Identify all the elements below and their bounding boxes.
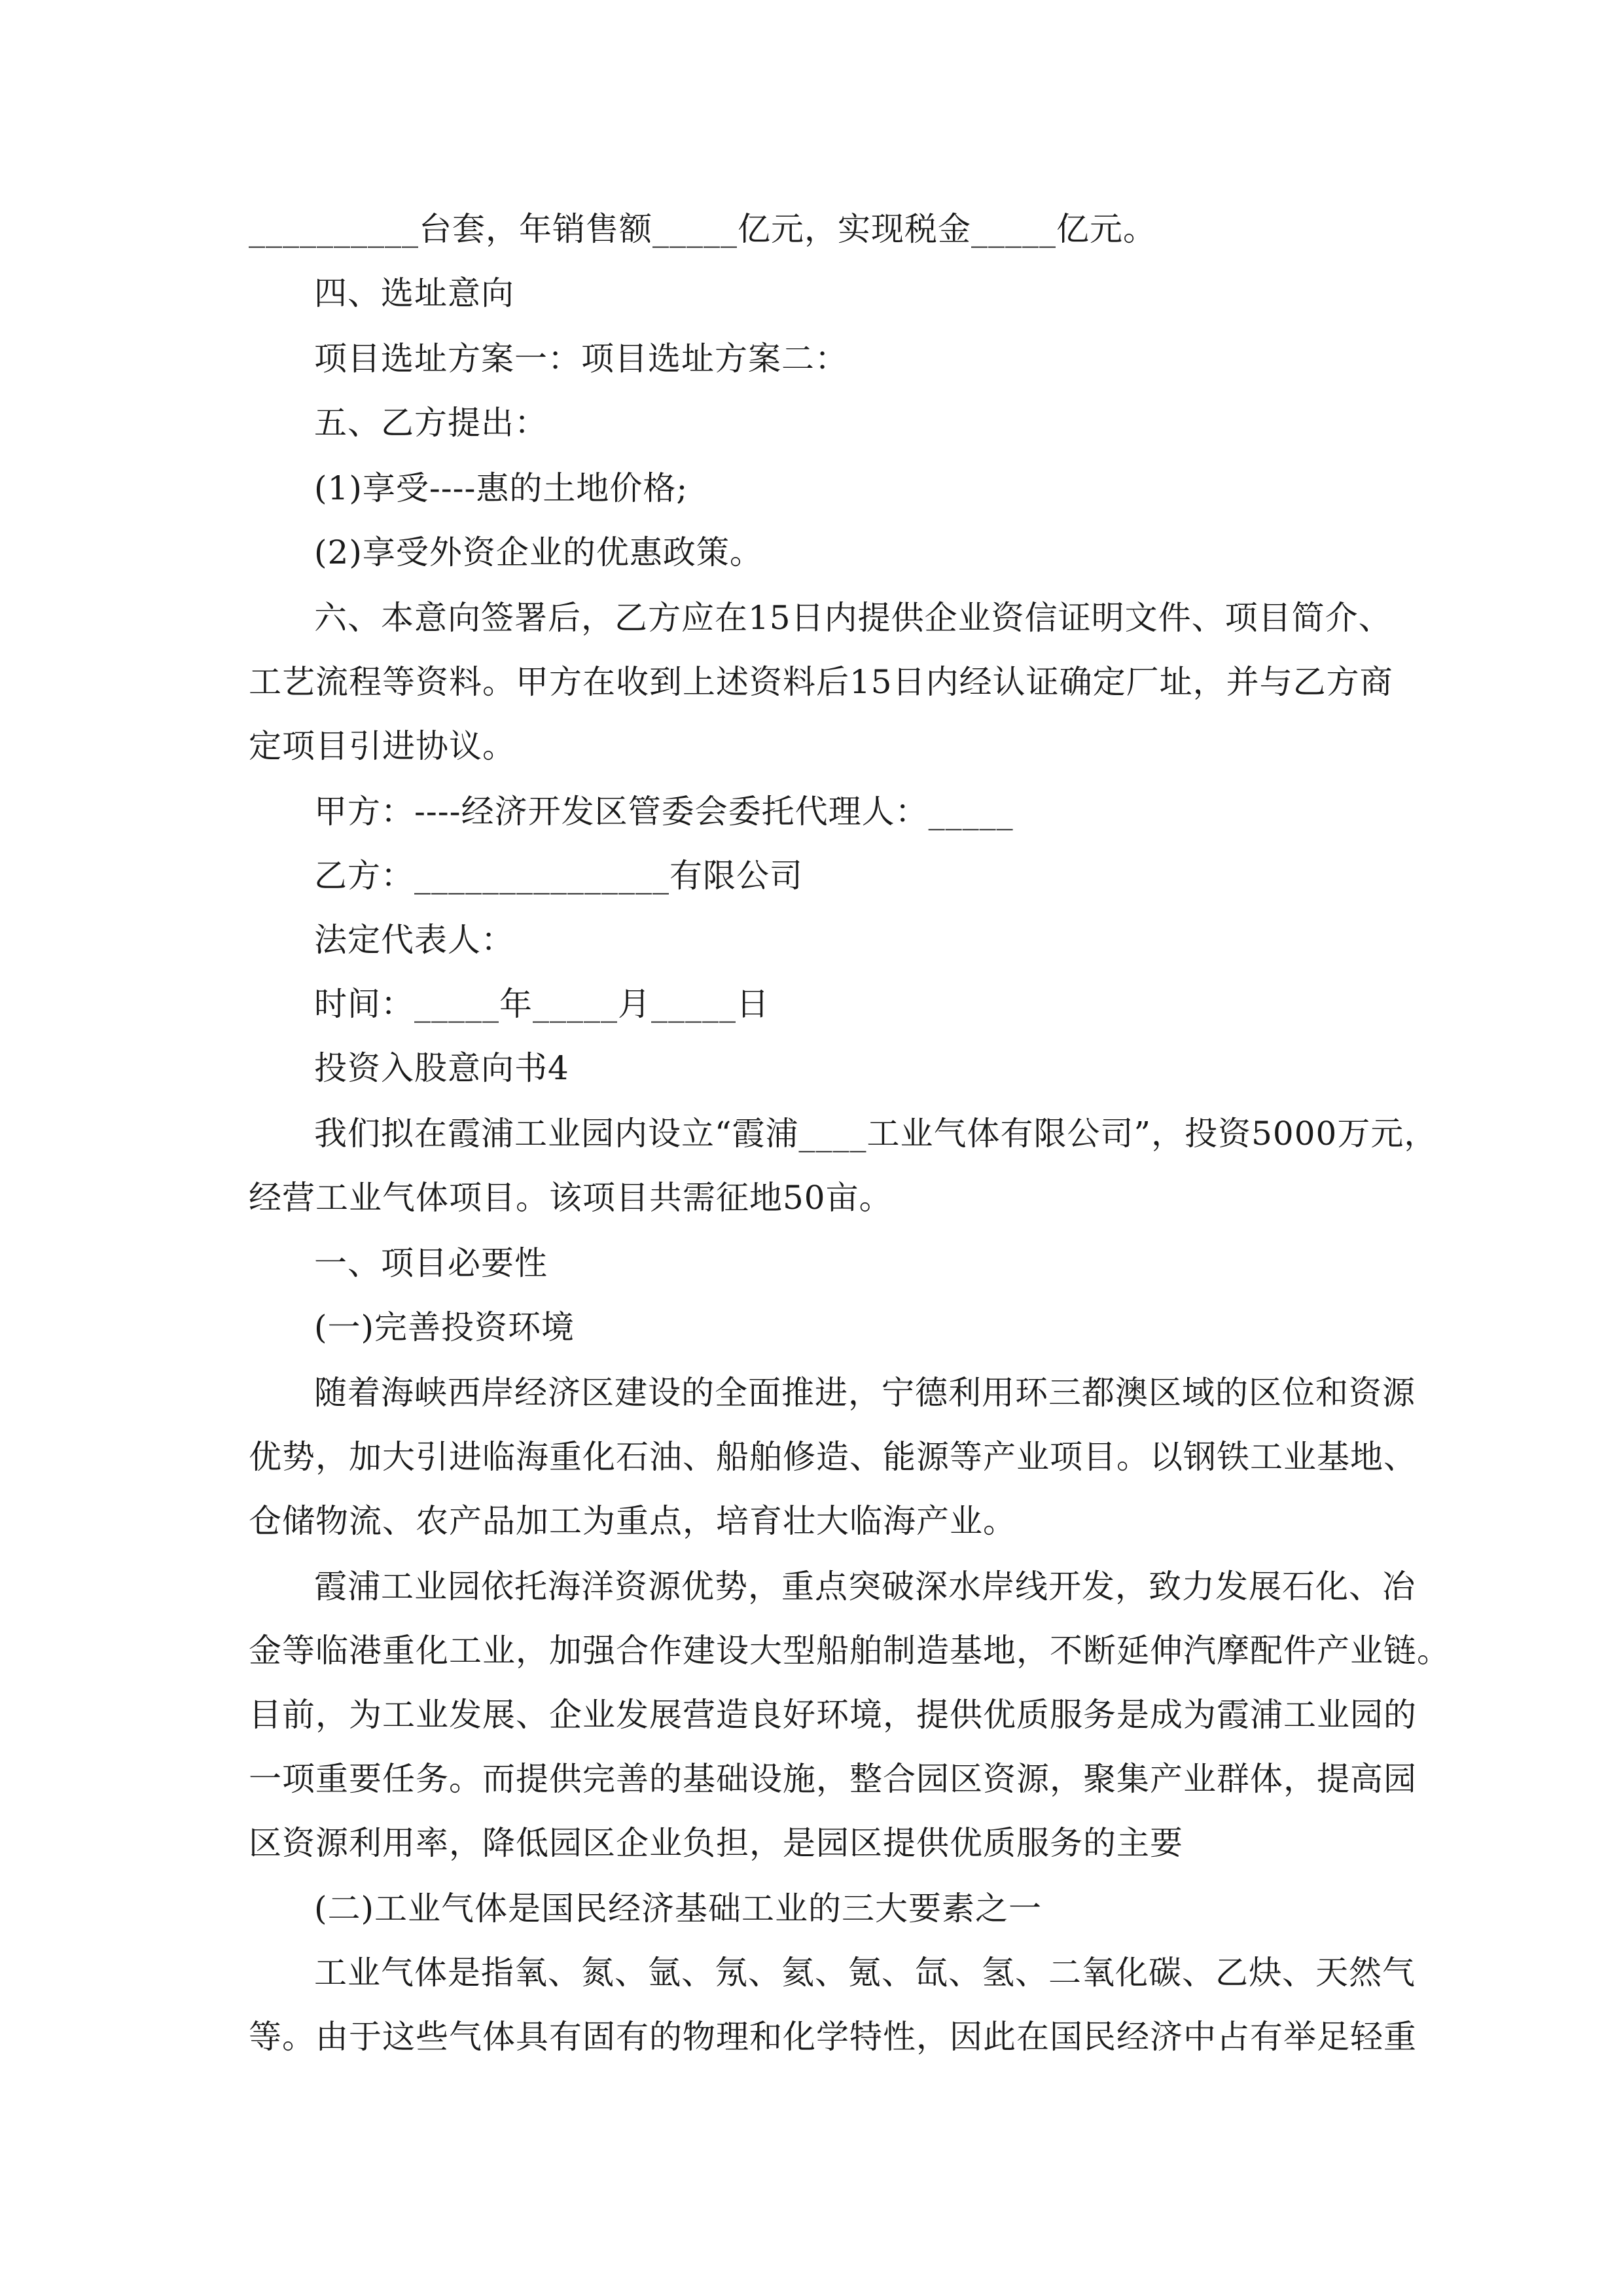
paragraph-line: 仓储物流、农产品加工为重点，培育壮大临海产业。 [249, 1502, 1016, 1540]
paragraph-line: 我们拟在霞浦工业园内设立“霞浦____工业气体有限公司”，投资5000万元， [314, 1115, 1438, 1153]
paragraph-line: 一项重要任务。而提供完善的基础设施，整合园区资源，聚集产业群体，提高园 [249, 1760, 1417, 1798]
paragraph-line: 经营工业气体项目。该项目共需征地50亩。 [249, 1179, 893, 1217]
legal-representative-line: 法定代表人： [314, 921, 514, 959]
paragraph-line: 金等临港重化工业，加强合作建设大型船舶制造基地，不断延伸汽摩配件产业链。 [249, 1632, 1450, 1670]
section-heading: 一、项目必要性 [314, 1244, 548, 1282]
section-heading: 五、乙方提出： [314, 404, 548, 442]
signature-line-party-b: 乙方：_______________有限公司 [314, 857, 803, 895]
paragraph-line: 工艺流程等资料。甲方在收到上述资料后15日内经认证确定厂址，并与乙方商 [249, 663, 1393, 701]
document-title: 投资入股意向书4 [314, 1049, 569, 1087]
paragraph-line: 工业气体是指氧、氮、氩、氖、氦、氪、氙、氢、二氧化碳、乙炔、天然气 [314, 1954, 1416, 1992]
paragraph-line: 目前，为工业发展、企业发展营造良好环境，提供优质服务是成为霞浦工业园的 [249, 1696, 1417, 1734]
list-item: (1)享受----惠的土地价格; [314, 469, 688, 507]
paragraph-line: 六、本意向签署后，乙方应在15日内提供企业资信证明文件、项目简介、 [314, 599, 1392, 637]
subsection-heading: (一)完善投资环境 [314, 1308, 575, 1346]
paragraph-line: 等。由于这些气体具有固有的物理和化学特性，因此在国民经济中占有举足轻重 [249, 2018, 1417, 2056]
list-item: (2)享受外资企业的优惠政策。 [314, 533, 763, 571]
paragraph-line: 霞浦工业园依托海洋资源优势，重点突破深水岸线开发，致力发展石化、冶 [314, 1568, 1416, 1605]
paragraph-line: 区资源利用率，降低园区企业负担，是园区提供优质服务的主要 [249, 1824, 1183, 1862]
paragraph-line: 优势，加大引进临海重化石油、船舶修造、能源等产业项目。以钢铁工业基地、 [249, 1438, 1417, 1476]
text-line: 项目选址方案一：项目选址方案二： [314, 340, 848, 378]
date-line: 时间：_____年_____月_____日 [314, 985, 770, 1023]
subsection-heading: (二)工业气体是国民经济基础工业的三大要素之一 [314, 1890, 1043, 1928]
text-line: __________台套，年销售额_____亿元，实现税金_____亿元。 [249, 210, 1156, 248]
section-heading: 四、选址意向 [314, 274, 514, 312]
paragraph-line: 定项目引进协议。 [249, 727, 516, 765]
signature-line-party-a: 甲方：----经济开发区管委会委托代理人：_____ [314, 793, 1014, 831]
paragraph-line: 随着海峡西岸经济区建设的全面推进，宁德利用环三都澳区域的区位和资源 [314, 1374, 1416, 1412]
